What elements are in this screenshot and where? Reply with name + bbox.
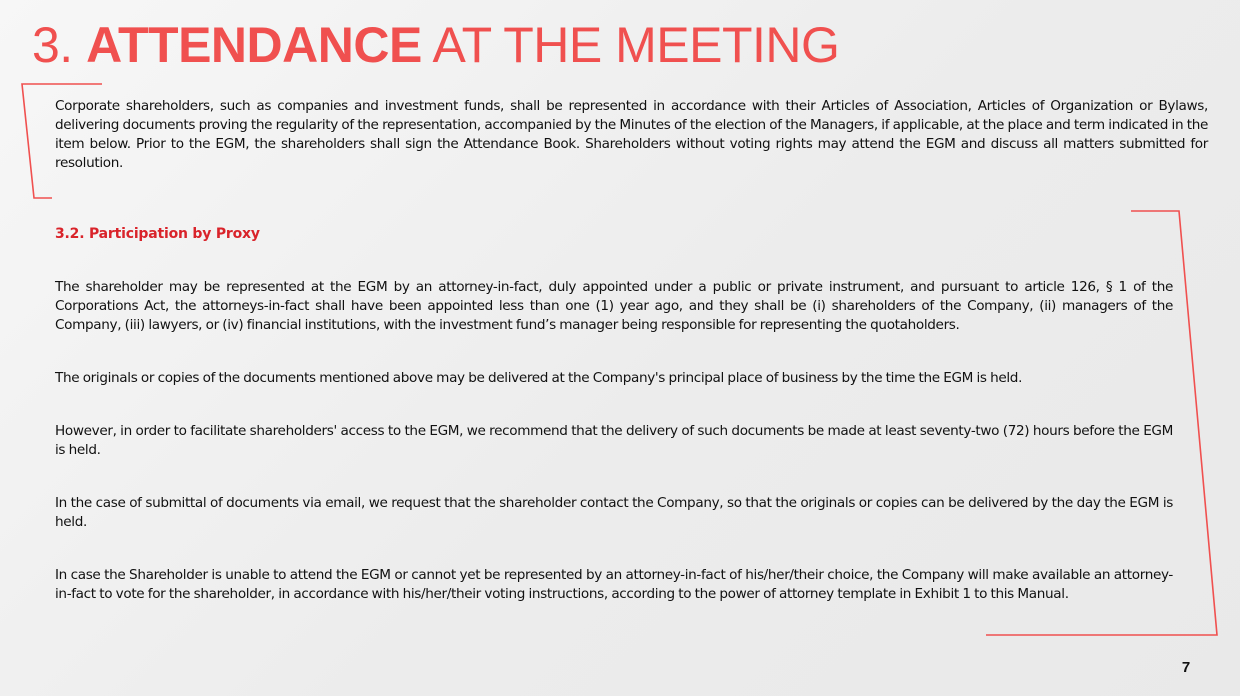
page-number: 7 — [1181, 659, 1191, 676]
section-heading: 3.2. Participation by Proxy — [55, 226, 260, 242]
proxy-paragraph-5: In case the Shareholder is unable to attend the EGM or cannot yet be represented by an attorney-in-fact of his/her/their choice, the Company will make available an attorney-in-fact to vote for the shareholder, in accordance with his/her/their voting instructions, according to the power of attorney template in Exhibit 1 to this Manual. — [55, 567, 1173, 602]
proxy-paragraph-2: The originals or copies of the documents mentioned above may be delivered at the Company's principal place of business by the time the EGM is held. — [55, 370, 1023, 386]
title-bold-word: ATTENDANCE — [86, 17, 422, 73]
title-rest: AT THE MEETING — [421, 17, 840, 73]
intro-paragraph: Corporate shareholders, such as companies and investment funds, shall be represented in accordance with their Articles of Association, Articles of Organization or Bylaws, delivering documents proving the regularity of the representation, accompanied by the Minutes of the election of the Managers, if applicable, at the place and term indicated in the item below. Prior to the EGM, the shareholders shall sign the Attendance Book. Shareholders without voting rights may attend the EGM and discuss all matters submitted for resolution. — [55, 98, 1208, 171]
page-title — [32, 14, 839, 76]
proxy-paragraph-1: The shareholder may be represented at the EGM by an attorney-in-fact, duly appointed under a public or private instrument, and pursuant to article 126, § 1 of the Corporations Act, the attorneys-in-fact shall have been appointed less than one (1) year ago, and they shall be (i) shareholders of the Company, (ii) managers of the Company, (iii) lawyers, or (iv) financial institutions, with the investment fund’s manager being responsible for representing the quotaholders. — [55, 279, 1173, 333]
title-number: 3. — [32, 17, 87, 73]
proxy-paragraph-4: In the case of submittal of documents via email, we request that the shareholder contact the Company, so that the originals or copies can be delivered by the day the EGM is held. — [55, 495, 1173, 530]
proxy-paragraph-3: However, in order to facilitate shareholders' access to the EGM, we recommend that the delivery of such documents be made at least seventy-two (72) hours before the EGM is held. — [55, 423, 1173, 458]
